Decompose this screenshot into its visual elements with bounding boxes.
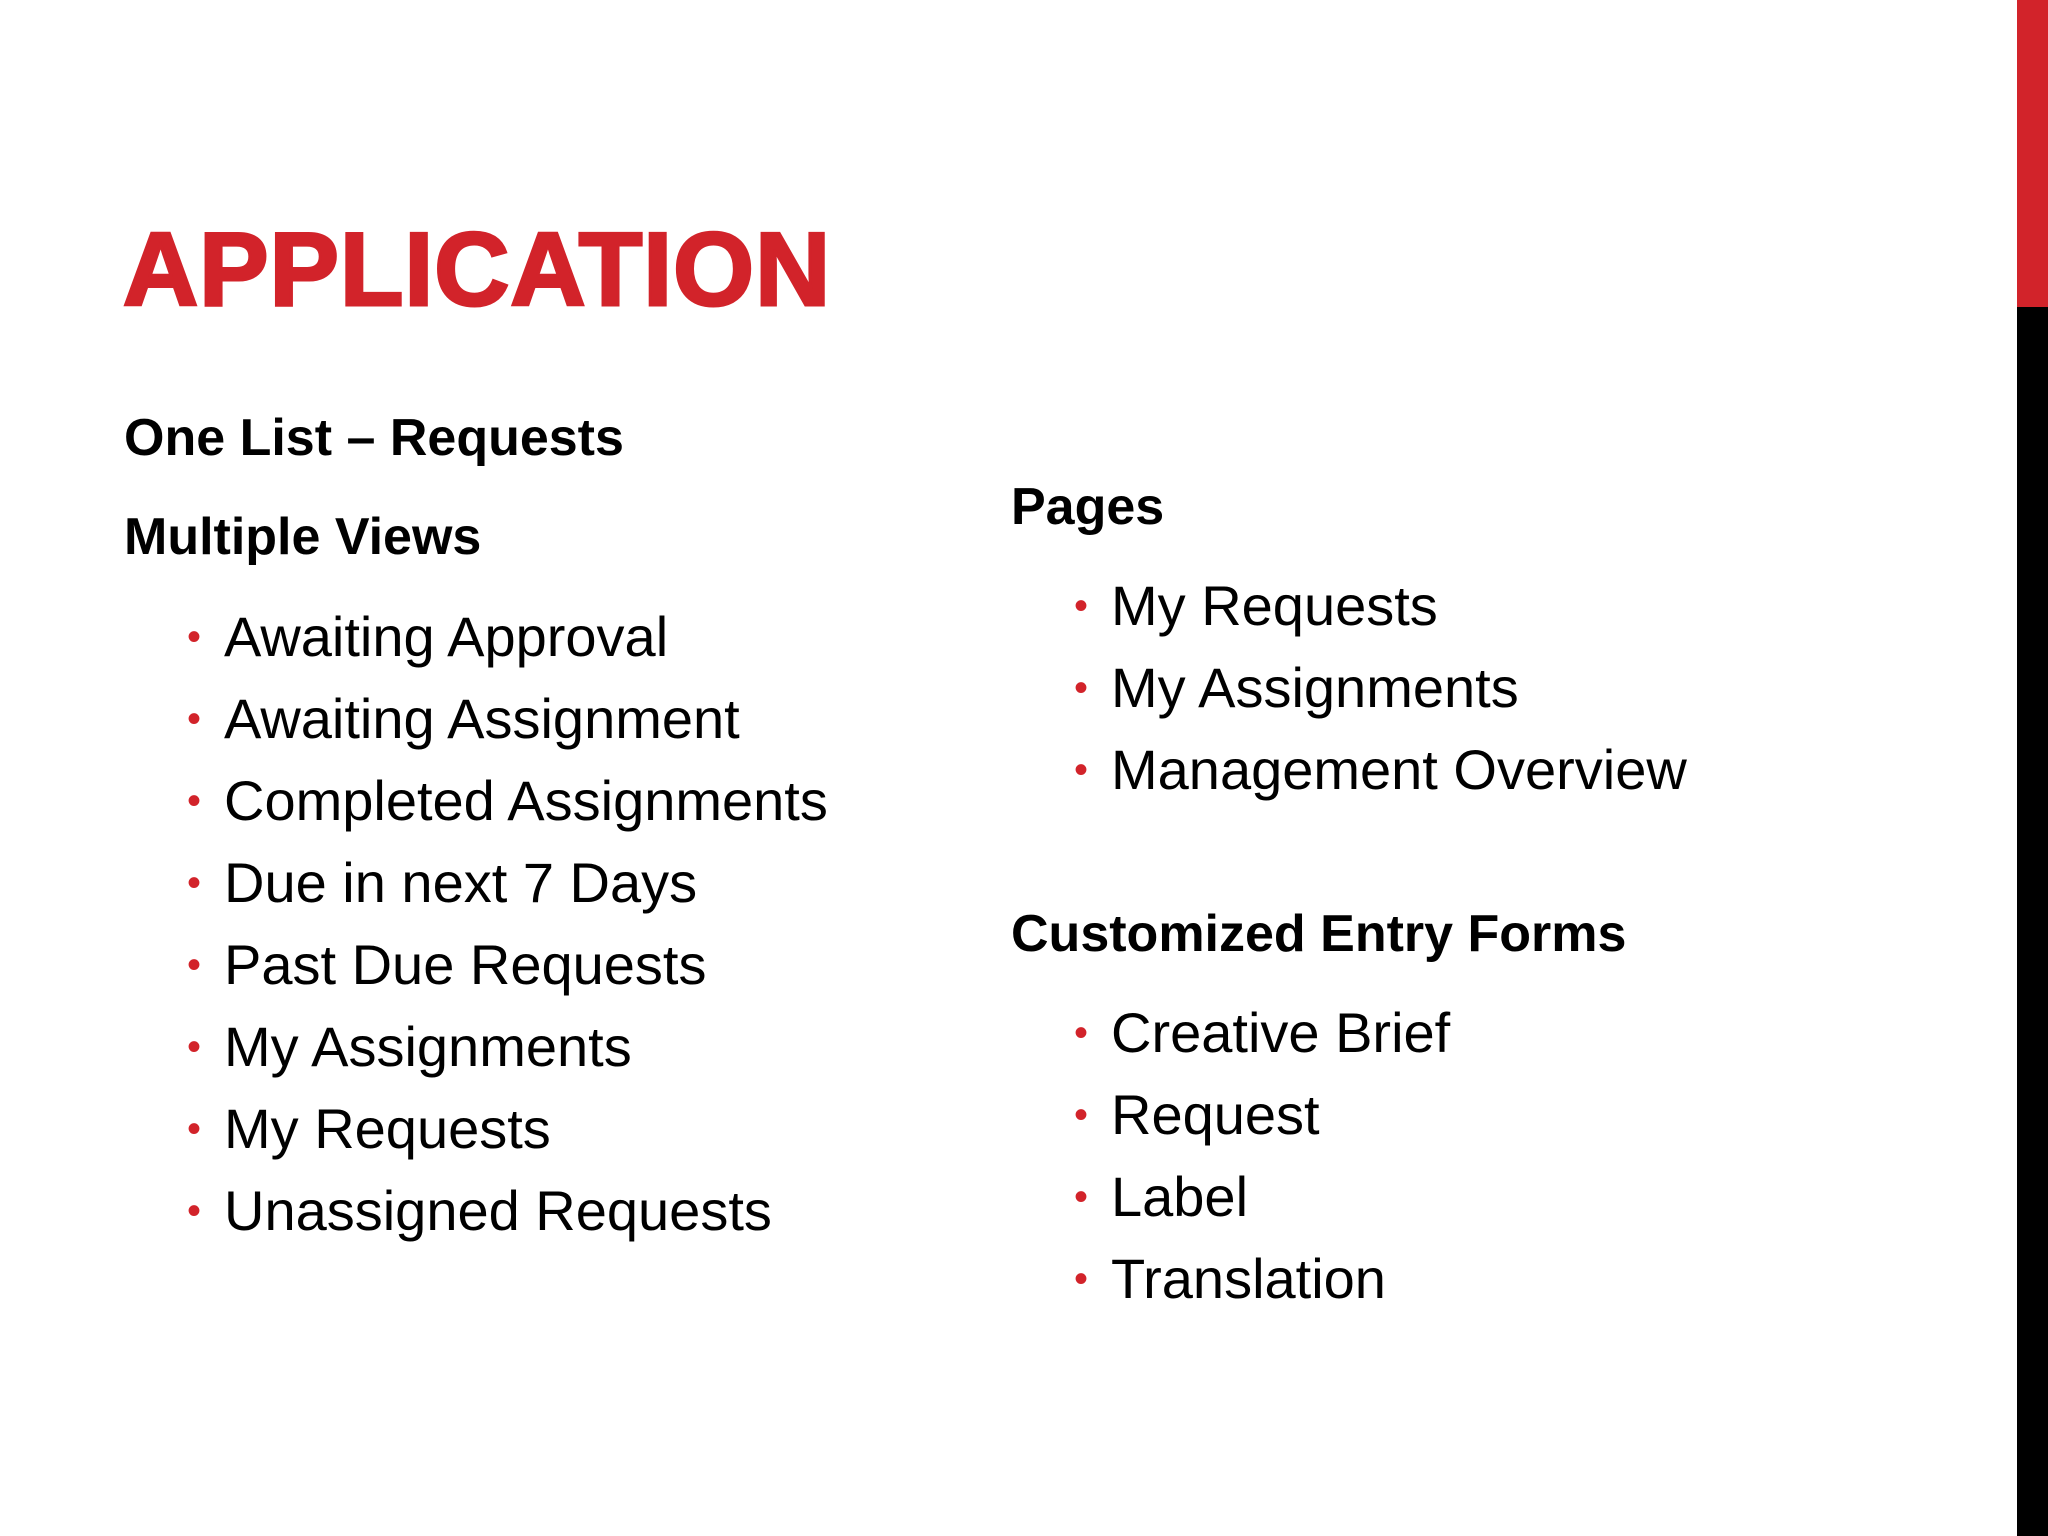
list-item-label: Creative Brief: [1111, 1001, 1451, 1064]
list-item-label: My Requests: [224, 1097, 551, 1160]
bullet-icon: •: [1073, 1011, 1088, 1055]
bullet-icon: •: [186, 779, 201, 823]
bullet-icon: •: [1073, 1257, 1088, 1301]
bullet-icon: •: [186, 615, 201, 659]
list-item-label: Unassigned Requests: [224, 1179, 772, 1242]
list-item-label: My Assignments: [224, 1015, 632, 1078]
side-accent-bar-black: [2017, 307, 2048, 1536]
bullet-icon: •: [186, 943, 201, 987]
heading-pages: Pages: [1011, 478, 1165, 536]
list-item-label: Label: [1111, 1165, 1249, 1228]
list-item-label: My Requests: [1111, 574, 1438, 637]
list-item-label: Management Overview: [1111, 738, 1687, 801]
list-item-label: Awaiting Approval: [224, 605, 669, 668]
list-item-label: Completed Assignments: [224, 769, 828, 832]
list-item-label: Past Due Requests: [224, 933, 707, 996]
bullet-icon: •: [186, 1107, 201, 1151]
bullet-icon: •: [1073, 1093, 1088, 1137]
list-item-label: My Assignments: [1111, 656, 1519, 719]
side-accent-bar: [2017, 0, 2048, 1536]
slide-title: APPLICATION: [123, 212, 832, 328]
list-item-label: Translation: [1111, 1247, 1386, 1310]
bullet-icon: •: [1073, 748, 1088, 792]
bullet-icon: •: [186, 1025, 201, 1069]
list-item-label: Request: [1111, 1083, 1320, 1146]
bullet-icon: •: [186, 861, 201, 905]
bullet-icon: •: [186, 697, 201, 741]
list-item-label: Due in next 7 Days: [224, 851, 698, 914]
list-item-label: Awaiting Assignment: [224, 687, 740, 750]
bullet-icon: •: [186, 1189, 201, 1233]
heading-customized-entry-forms: Customized Entry Forms: [1011, 905, 1627, 963]
bullet-icon: •: [1073, 584, 1088, 628]
bullet-icon: •: [1073, 1175, 1088, 1219]
bullet-icon: •: [1073, 666, 1088, 710]
side-accent-bar-red: [2017, 0, 2048, 307]
heading-one-list: One List – Requests: [124, 409, 624, 467]
heading-multiple-views: Multiple Views: [124, 508, 482, 566]
